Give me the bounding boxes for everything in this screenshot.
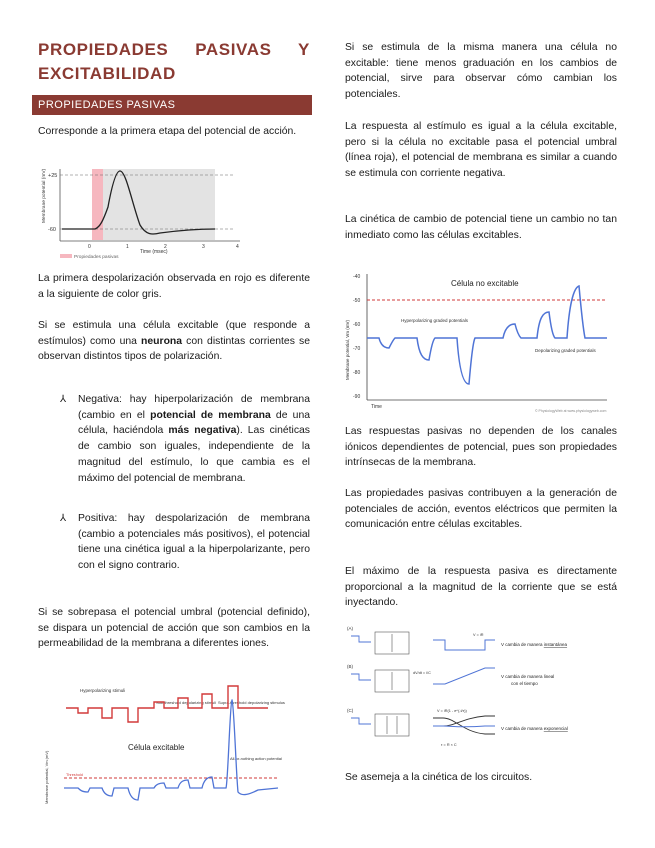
b1-text-c: de una célula, haciéndola [78, 409, 311, 437]
ytick-top: +25 [48, 173, 58, 179]
bullet-negativa [60, 392, 311, 486]
circuit-c-box [375, 714, 409, 736]
p3-text-a: Si se estimula una célula excitable (que responde a estímulos) como una [38, 320, 310, 347]
figure-circuit-kinetics [345, 622, 595, 754]
xtick-1: 1 [126, 244, 129, 250]
fig2-annotation: All-or-nothing action potential [230, 756, 282, 761]
ytick-bottom: -60 [48, 227, 56, 233]
right-paragraph-2: La respuesta al estímulo es igual a la célula excitable, pero si la célula no excitable pasa el potencial umbral (línea roja), el potencial de membrana es similar a cuando se estimula con corriente negativa. [345, 121, 617, 180]
circuit-c-response-2 [433, 716, 495, 726]
right-paragraph-4: Las respuestas pasivas no dependen de los canales iónicos dependientes de potencial, pues son propiedades intrínsecas de la membrana. [345, 426, 617, 469]
b1-bold-negativa: más negativa [168, 425, 237, 437]
fig2-ylabel: Membrane potential, Vm (mV) [44, 750, 49, 804]
fig3-potential-trace [367, 286, 607, 384]
xtick-0: 0 [88, 244, 91, 250]
fig3-ytick-5: -90 [353, 394, 361, 400]
left-paragraph-2: La primera despolarización observada en rojo es diferente a la siguiente de color gris. [38, 273, 310, 300]
left-paragraph-4: Si se sobrepasa el potencial umbral (potencial definido), se dispara un potencial de acción que son cambios en la permeabilidad de la membrana a diferentes iones. [38, 607, 310, 650]
circuit-row-label-a: (A) [347, 626, 353, 631]
right-paragraph-6: El máximo de la respuesta pasiva es directamente proporcional a la magnitud de la corriente que se está inyectando. [345, 566, 617, 609]
bullet-positiva [60, 511, 310, 574]
fig3-title: Célula no excitable [451, 279, 519, 288]
right-paragraph-1: Si se estimula de la misma manera una célula no excitable: tiene menos graduación en los cambios de potencial, sirve para observar cómo cambian los potenciales. [345, 42, 617, 101]
circuit-a-desc-2: instantánea [543, 642, 568, 647]
right-paragraph-7: Se asemeja a la cinética de los circuitos. [345, 772, 533, 783]
fig2-title: Célula excitable [128, 743, 185, 752]
circuit-b-eq: dV/dt = i/C [413, 671, 431, 675]
fig1-xlabel: Time (msec) [140, 249, 168, 255]
circuit-c-response-3 [433, 726, 495, 727]
circuit-b-input [351, 674, 371, 680]
fig2-label-supra: Supra-threshold depolarizing stimulus [218, 700, 285, 705]
circuit-c-desc-1: V cambia de manera [501, 726, 544, 731]
circuit-c-desc-2: exponencial [543, 726, 568, 731]
circuit-row-label-b: (B) [347, 664, 353, 669]
page-title-line1: PROPIEDADES PASIVAS Y [38, 40, 310, 59]
circuit-tau: τ = R × C [441, 743, 457, 747]
circuit-c-input [351, 718, 371, 724]
b1-bold-potencial: potencial de membrana [150, 409, 271, 421]
page-title [38, 38, 310, 86]
left-paragraph-3 [38, 318, 310, 365]
p3-bold-neurona: neurona [141, 335, 183, 347]
fig2-threshold: Threshold [66, 773, 83, 777]
circuit-a-input [351, 636, 371, 642]
bullet-marker-icon: ⅄ [60, 513, 67, 524]
fig3-ytick-2: -60 [353, 322, 361, 328]
xtick-3: 3 [202, 244, 205, 250]
fig2-label-hyper: Hyperpolarizing stimuli [80, 688, 126, 693]
fig3-ytick-4: -80 [353, 370, 361, 376]
xtick-4: 4 [236, 244, 239, 250]
page-title-line2: EXCITABILIDAD [38, 64, 176, 83]
circuit-c-desc [501, 726, 568, 731]
fig3-label-hyper-1: Hyperpolarizing graded potentials [401, 318, 469, 323]
xtick-2: 2 [164, 244, 167, 250]
fig3-ytick-3: -70 [353, 346, 361, 352]
fig1-legend: Propiedades pasivas [74, 255, 119, 260]
section-heading: PROPIEDADES PASIVAS [32, 95, 312, 115]
circuit-a-desc-1: V cambia de manera [501, 642, 544, 647]
circuit-a-desc [501, 642, 568, 647]
right-paragraph-5: Las propiedades pasivas contribuyen a la generación de potenciales de acción, eventos eléctricos que permiten la comunicación entre células excitables. [345, 488, 617, 531]
circuit-b-desc-1: V cambia de manera lineal [501, 674, 555, 679]
circuit-row-label-c: (C) [347, 708, 354, 713]
left-paragraph-1: Corresponde a la primera etapa del potencial de acción. [38, 126, 297, 137]
fig3-xlabel: Time [371, 404, 382, 410]
figure-non-excitable-cell [345, 268, 615, 418]
circuit-a-eq: V = iR [473, 633, 484, 637]
circuit-a-response [433, 640, 495, 650]
figure-excitable-cell [38, 682, 293, 807]
circuit-b-response [433, 668, 495, 684]
fig3-credit: © PhysiologyWeb at www.physiologyweb.com [535, 409, 607, 413]
circuit-b-desc-2: con el tiempo [511, 681, 538, 686]
bullet-marker-icon: ⅄ [60, 394, 67, 405]
b1-text-a: Negativa: hay hiperpolarización de membrana (cambio en el [78, 394, 310, 421]
fig3-ytick-1: -50 [353, 298, 361, 304]
fig3-label-depol: Depolarizing graded potentials [535, 348, 596, 353]
legend-swatch [60, 254, 72, 258]
circuit-c-eq: V = iR(1 - e^(-t/τ)) [437, 709, 467, 713]
fig2-label-sub: Sub-threshold depolarizing stimuli [156, 700, 217, 705]
fig3-ylabel: Membrane potential, Vm (mV) [345, 319, 350, 380]
figure-action-potential [40, 163, 245, 263]
p3-text-c: con distintas corrientes se observan distintos tipos de polarización. [38, 335, 310, 363]
fig3-ytick-0: -40 [353, 274, 361, 280]
b1-text-e: ). Las cinéticas de cambio son iguales, independiente de la magnitud del estímulo, lo que cambia es el máximo del potencial de membrana. [78, 425, 310, 484]
right-paragraph-3: La cinética de cambio de potencial tiene un cambio no tan inmediato como las células excitables. [345, 214, 617, 241]
b2-text: Positiva: hay despolarización de membrana (cambio a potenciales más positivos), el potencial tiene una cinética igual a la hiperpolarizante, pero con el signo contrario. [78, 513, 310, 572]
fig1-ylabel: Membrane potential (mV) [42, 168, 47, 223]
